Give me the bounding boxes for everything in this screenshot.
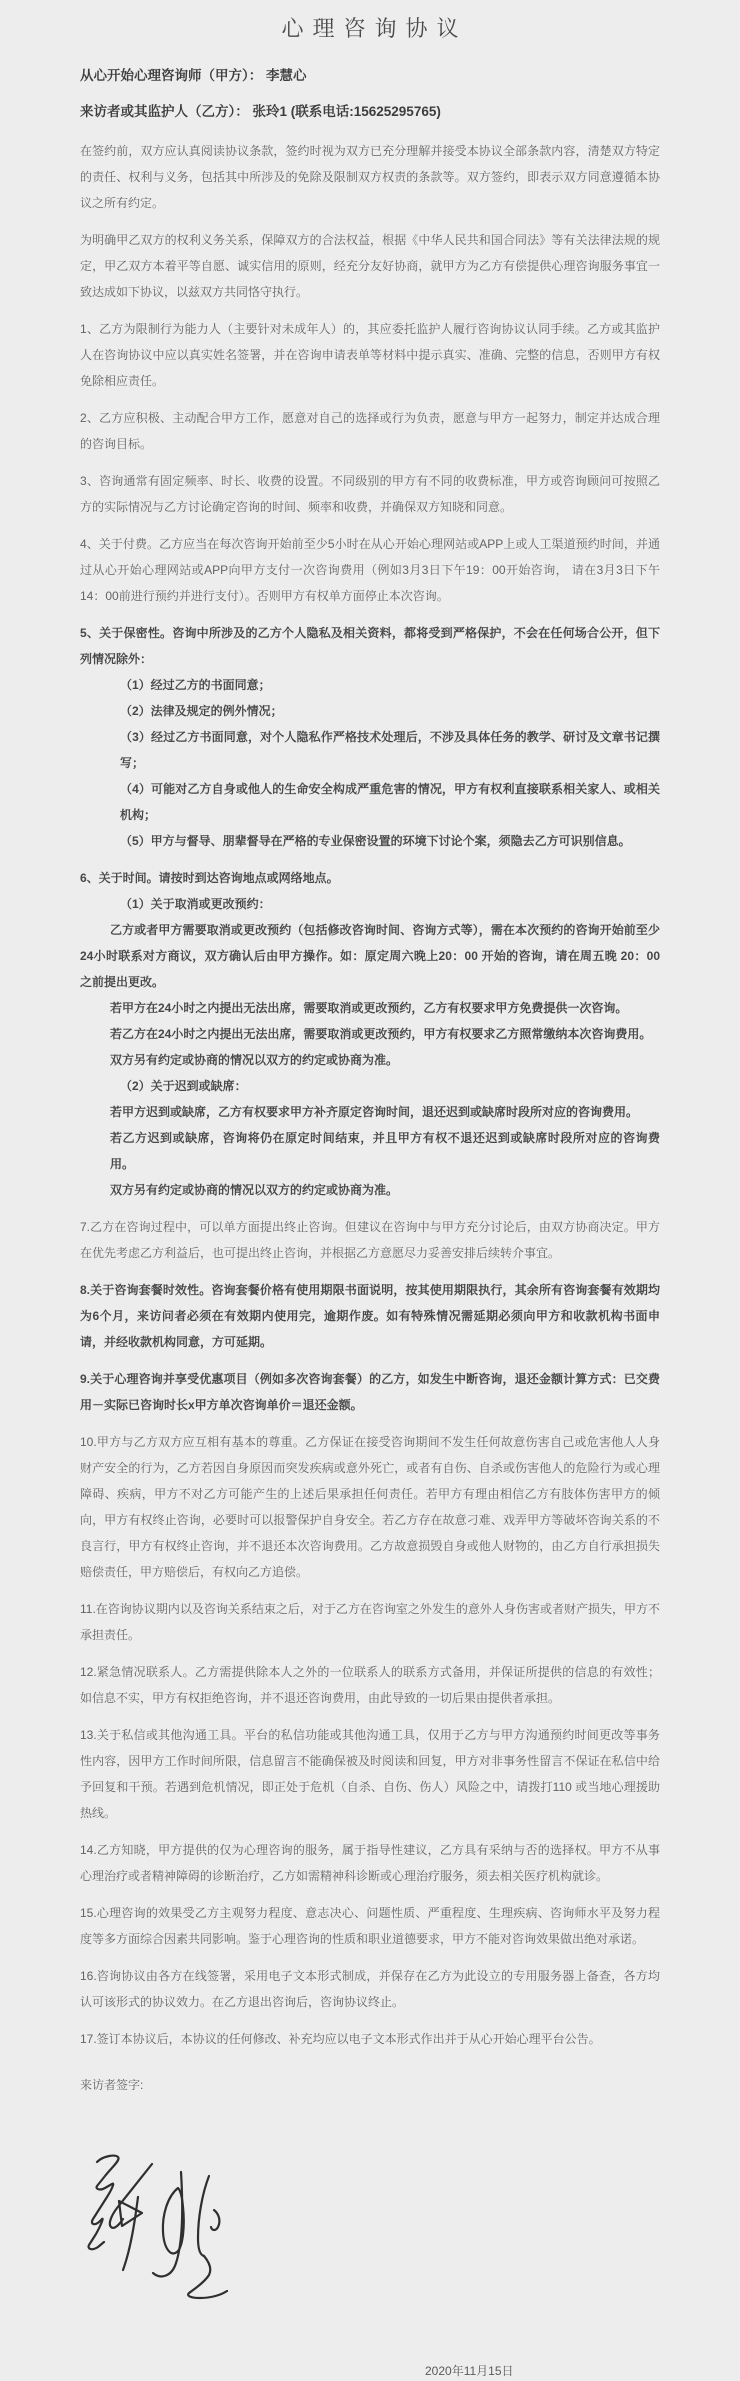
visitor-signature-label: 来访者签字: — [80, 2078, 144, 2092]
signature-stroke — [198, 2176, 209, 2256]
clause-12: 12.紧急情况联系人。乙方需提供除本人之外的一位联系人的联系方式备用，并保证所提供的信息的有效性；如信息不实，甲方有权拒绝咨询，并不退还咨询费用，由此导致的一切后果由提供者承担。 — [80, 1665, 660, 1705]
clause-5-sub-2: （2）法律及规定的例外情况； — [120, 704, 283, 718]
clause-17: 17.签订本协议后，本协议的任何修改、补充均应以电子文本形式作出并于从心开始心理平台公告。 — [80, 2032, 601, 2046]
signature-stroke — [119, 2201, 142, 2226]
clause-6-sub-2-rule-a: 若甲方迟到或缺席，乙方有权要求甲方补齐原定咨询时间，退还迟到或缺席时段所对应的咨询费用。 — [110, 1105, 639, 1119]
clause-11: 11.在咨询协议期内以及咨询关系结束之后，对于乙方在咨询室之外发生的意外人身伤害或者财产损失，甲方不承担责任。 — [80, 1602, 660, 1642]
party-a-line: 从心开始心理咨询师（甲方）： 李慧心 — [80, 68, 307, 83]
clause-13: 13.关于私信或其他沟通工具。平台的私信功能或其他沟通工具，仅用于乙方与甲方沟通预约时间更改等事务性内容，因甲方工作时间所限，信息留言不能确保被及时阅读和回复，甲方对非事务性留言不保证在私信中给予回复和干预。若遇到危机情况，即正处于危机（自杀、自伤、伤人）风险之中，请拨打110 或当地心理援助热线。 — [80, 1728, 660, 1820]
clause-6-sub-2-heading: （2）关于迟到或缺席： — [120, 1079, 247, 1093]
clause-6-sub-1-rule-a: 若甲方在24小时之内提出无法出席，需要取消或更改预约，乙方有权要求甲方免费提供一次咨询。 — [110, 1001, 628, 1015]
clause-6-sub-1-rule-b: 若乙方在24小时之内提出无法出席，需要取消或更改预约，甲方有权要求乙方照常缴纳本次咨询费用。 — [110, 1027, 652, 1041]
signature-stroke — [188, 2256, 227, 2298]
signature-stroke — [110, 2164, 152, 2228]
intro-paragraph-2: 为明确甲乙双方的权利义务关系，保障双方的合法权益，根据《中华人民共和国合同法》等有关法律法规的规定，甲乙双方本着平等自愿、诚实信用的原则，经充分友好协商，就甲方为乙方有偿提供心理咨询服务事宜一致达成如下协议，以兹双方共同恪守执行。 — [80, 233, 660, 299]
clause-5-sub-3: （3）经过乙方书面同意，对个人隐私作严格技术处理后，不涉及具体任务的教学、研讨及文章书记撰写； — [120, 730, 660, 770]
clause-4: 4、关于付费。乙方应当在每次咨询开始前至少5小时在从心开始心理网站或APP上或人工渠道预约时间，并通过从心开始心理网站或APP向甲方支付一次咨询费用（例如3月3日下午19：00开始咨询， 请在3月3日下午14：00前进行预约并进行支付）。否则甲方有权单方面停止本次咨询。 — [80, 537, 660, 603]
clause-16: 16.咨询协议由各方在线签署，采用电子文本形式制成，并保存在乙方为此设立的专用服务器上备查，各方均认可该形式的协议效力。在乙方退出咨询后，咨询协议终止。 — [80, 1969, 660, 2009]
clause-6-heading: 6、关于时间。请按时到达咨询地点或网络地点。 — [80, 871, 339, 885]
clause-5-sub-1: （1）经过乙方的书面同意； — [120, 678, 271, 692]
clause-1: 1、乙方为限制行为能力人（主要针对未成年人）的，其应委托监护人履行咨询协议认同手续。乙方或其监护人在咨询协议中应以真实姓名签署，并在咨询申请表单等材料中提示真实、准确、完整的信息，否则甲方有权免除相应责任。 — [80, 322, 660, 388]
clause-3: 3、咨询通常有固定频率、时长、收费的设置。不同级别的甲方有不同的收费标准，甲方或咨询顾问可按照乙方的实际情况与乙方讨论确定咨询的时间、频率和收费，并确保双方知晓和同意。 — [80, 474, 660, 514]
intro-paragraph-1: 在签约前，双方应认真阅读协议条款，签约时视为双方已充分理解并接受本协议全部条款内容，清楚双方特定的责任、权利与义务，包括其中所涉及的免除及限制双方权责的条款等。双方签约，即表示双方同意遵循本协议之所有约定。 — [80, 144, 660, 210]
clause-6-sub-1-rule-c: 双方另有约定或协商的情况以双方的约定或协商为准。 — [110, 1053, 399, 1067]
signature-stroke — [211, 2210, 219, 2230]
clause-14: 14.乙方知晓，甲方提供的仅为心理咨询的服务，属于指导性建议，乙方具有采纳与否的选择权。甲方不从事心理治疗或者精神障碍的诊断治疗，乙方如需精神科诊断或心理治疗服务，须去相关医疗机构就诊。 — [80, 1843, 660, 1883]
clause-5-sub-5: （5）甲方与督导、朋辈督导在严格的专业保密设置的环境下讨论个案，须隐去乙方可识别信息。 — [120, 834, 631, 848]
agreement-date: 2020年11月15日 — [425, 2364, 514, 2378]
party-b-line: 来访者或其监护人（乙方）： 张玲1 (联系电话:15625295765) — [80, 104, 441, 119]
clause-15: 15.心理咨询的效果受乙方主观努力程度、意志决心、问题性质、严重程度、生理疾病、咨询师水平及努力程度等多方面综合因素共同影响。鉴于心理咨询的性质和职业道德要求，甲方不能对咨询效果做出绝对承诺。 — [80, 1906, 660, 1946]
clause-8: 8.关于咨询套餐时效性。咨询套餐价格有使用期限书面说明，按其使用期限执行，其余所有咨询套餐有效期均为6个月，来访问者必须在有效期内使用完，逾期作废。如有特殊情况需延期必须向甲方和收款机构书面申请，并经收款机构同意，方可延期。 — [80, 1283, 660, 1349]
clause-6-sub-1-heading: （1）关于取消或更改预约： — [120, 897, 271, 911]
clause-6-sub-1-text: 乙方或者甲方需要取消或更改预约（包括修改咨询时间、咨询方式等），需在本次预约的咨询开始前至少24小时联系对方商议，双方确认后由甲方操作。如：原定周六晚上20：00 开始的咨询，请在周五晚 20：00 之前提出更改。 — [80, 923, 660, 989]
page-title: 心理咨询协议 — [281, 16, 468, 41]
handwritten-signature — [85, 2150, 235, 2315]
signature-stroke — [89, 2156, 119, 2250]
clause-2: 2、乙方应积极、主动配合甲方工作，愿意对自己的选择或行为负责，愿意与甲方一起努力，制定并达成合理的咨询目标。 — [80, 411, 660, 451]
clause-9: 9.关于心理咨询并享受优惠项目（例如多次咨询套餐）的乙方，如发生中断咨询，退还金额计算方式：已交费用－实际已咨询时长x甲方单次咨询单价＝退还金额。 — [80, 1372, 660, 1412]
clause-6-sub-2-rule-c: 双方另有约定或协商的情况以双方的约定或协商为准。 — [110, 1183, 399, 1197]
clause-5-heading: 5、关于保密性。咨询中所涉及的乙方个人隐私及相关资料，都将受到严格保护，不会在任何场合公开，但下列情况除外： — [80, 626, 660, 666]
clause-7: 7.乙方在咨询过程中，可以单方面提出终止咨询。但建议在咨询中与甲方充分讨论后，由双方协商决定。甲方在优先考虑乙方利益后，也可提出终止咨询，并根据乙方意愿尽力妥善安排后续转介事宜。 — [80, 1220, 660, 1260]
clause-5-sub-4: （4）可能对乙方自身或他人的生命安全构成严重危害的情况，甲方有权利直接联系相关家人、或相关机构； — [120, 782, 660, 822]
clause-6-sub-2-rule-b: 若乙方迟到或缺席，咨询将仍在原定时间结束，并且甲方有权不退还迟到或缺席时段所对应的咨询费用。 — [110, 1131, 660, 1171]
clause-10: 10.甲方与乙方双方应互相有基本的尊重。乙方保证在接受咨询期间不发生任何故意伤害自己或危害他人人身财产安全的行为，乙方若因自身原因而突发疾病或意外死亡，或者有自伤、自杀或伤害他人的危险行为或心理障碍、疾病，甲方不对乙方可能产生的上述后果承担任何责任。若甲方有理由相信乙方有肢体伤害甲方的倾向，甲方有权终止咨询，必要时可以报警保护自身安全。若乙方存在故意刁难、戏弄甲方等破坏咨询关系的不良言行，甲方有权终止咨询，并不退还本次咨询费用。乙方故意损毁自身或他人财物的，由乙方自行承担损失赔偿责任，甲方赔偿后，有权向乙方追偿。 — [80, 1435, 660, 1579]
